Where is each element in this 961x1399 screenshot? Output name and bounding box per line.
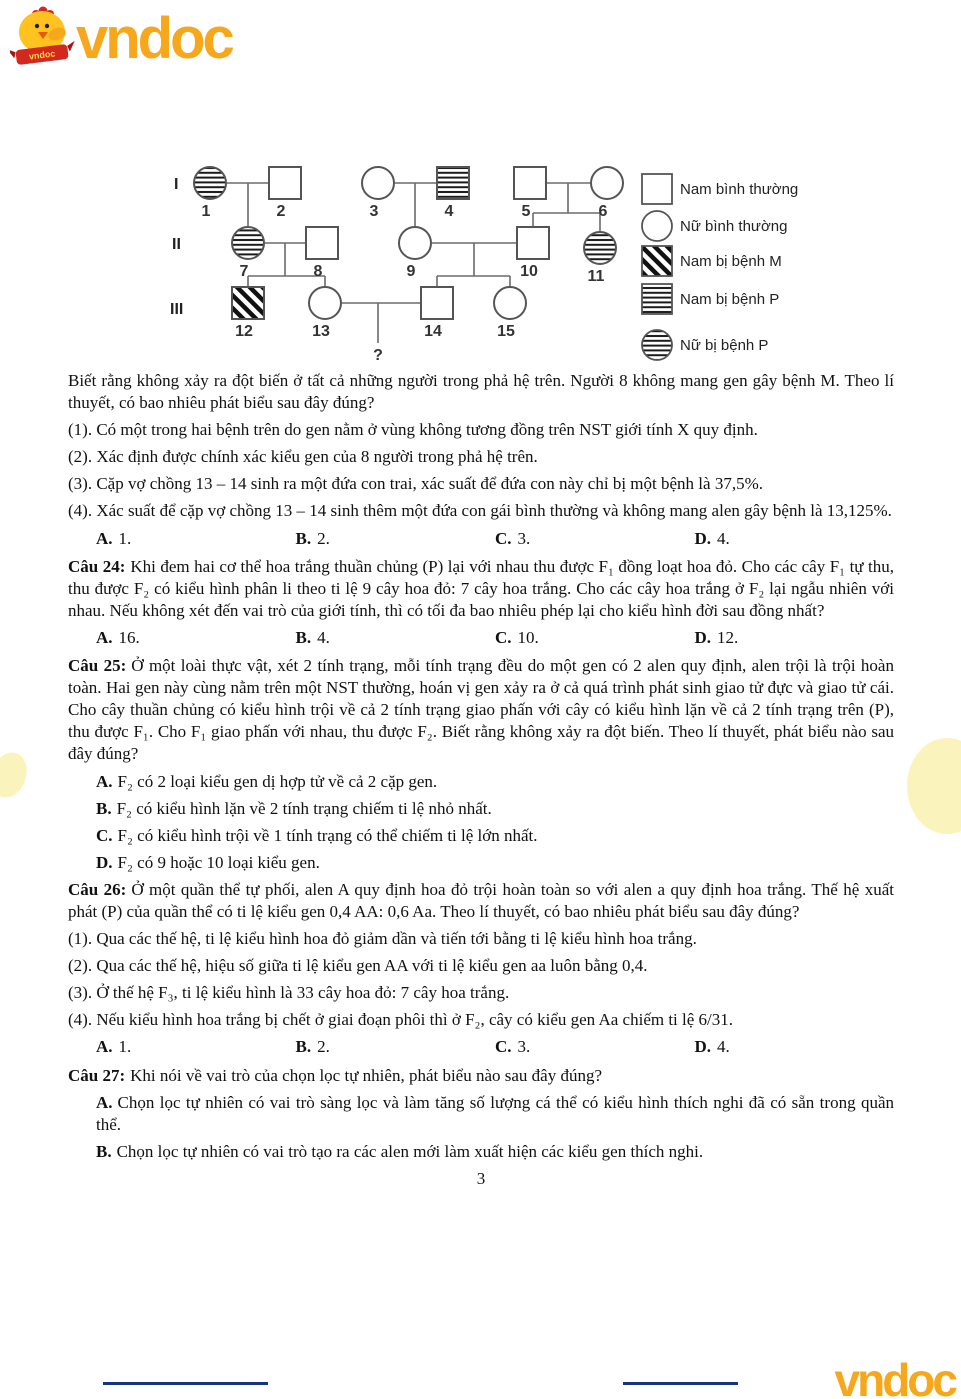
legend-label-2: Nam bị bệnh M — [680, 253, 782, 270]
q24-question — [68, 556, 894, 622]
exam-content — [68, 370, 894, 1190]
pedigree-individual-12 — [232, 287, 264, 319]
q24-option-b — [296, 627, 496, 649]
option-text: 12. — [717, 627, 739, 647]
pedigree-individual-14 — [421, 287, 453, 319]
option-letter: D. — [694, 1037, 712, 1057]
pedigree-number-3: 3 — [369, 203, 379, 220]
pedigree-unknown-child: ? — [373, 347, 383, 364]
pedigree-individual-9 — [399, 227, 431, 259]
choice-letter: A. — [96, 1092, 113, 1112]
q26-statement-4: (4). Nếu kiểu hình hoa trắng bị chết ở giai đoạn phôi thì ở F₂, cây có kiểu gen Aa chiếm ti lệ 6/31. — [68, 1010, 734, 1030]
pedigree-number-12: 12 — [235, 323, 253, 340]
pedigree-individual-4 — [437, 167, 469, 199]
pedigree-number-11: 11 — [587, 268, 605, 285]
yellow-watermark-right — [907, 738, 961, 834]
q26-text: Ở một quần thể tự phối, alen A quy định hoa đỏ trội hoàn toàn so với alen a quy định hoa trắng. Thế hệ xuất phát (P) của quần thể có ti lệ kiểu gen 0,4 AA: 0,6 Aa. Theo lí thuyết, có bao nhiêu phát biểu sau đây đúng? — [68, 879, 894, 921]
pedigree-number-1: 1 — [201, 203, 211, 220]
pedigree-individual-8 — [306, 227, 338, 259]
legend-symbol-4 — [642, 330, 672, 360]
q23-intro: Biết rằng không xảy ra đột biến ở tất cả những người trong phả hệ trên. Người 8 không mang gen gây bệnh M. Theo lí thuyết, có bao nhiêu phát biểu sau đây đúng? — [68, 371, 894, 413]
q23-option-d — [695, 528, 895, 550]
option-text: 1. — [118, 528, 132, 548]
pedigree-individual-3 — [362, 167, 394, 199]
q23-statement-2: (2). Xác định được chính xác kiểu gen của 8 người trong phả hệ trên. — [68, 447, 538, 467]
choice-text: Chọn lọc tự nhiên có vai trò sàng lọc và làm tăng số lượng cá thể có kiểu hình thích nghi đã có sẵn trong quần thể. — [96, 1092, 894, 1134]
q23-statement-1: (1). Có một trong hai bệnh trên do gen nằm ở vùng không tương đồng trên NST giới tính X quy định. — [68, 420, 758, 440]
pedigree-individual-10 — [517, 227, 549, 259]
choice-letter: C. — [96, 825, 113, 845]
q25-question — [68, 655, 894, 765]
q25-text: Ở một loài thực vật, xét 2 tính trạng, mỗi tính trạng đều do một gen có 2 alen quy định, alen trội là trội hoàn toàn. Hai gen này cùng nằm trên một NST thường, hoán vị gen xảy ra ở cả quá trình phát sinh giao tử đực và giao tử cái. Cho cây thuần chủng có kiểu hình trội về cả 2 tính trạng giao phấn với cây có kiểu hình lặn về cả 2 tính trạng trên (P), thu được F₁. Cho F₁ giao phấn với nhau, thu được F₂. Biết rằng không xảy ra đột biến. Theo lí thuyết, phát biểu nào sau đây đúng? — [68, 656, 894, 764]
q27-choice-a — [68, 1092, 894, 1136]
legend-label-4: Nữ bị bệnh P — [680, 337, 769, 354]
option-letter: A. — [96, 627, 113, 647]
vndoc-wordmark: vndoc — [76, 6, 232, 71]
choice-text: Chọn lọc tự nhiên có vai trò tạo ra các alen mới làm xuất hiện các kiểu gen thích nghi. — [116, 1141, 704, 1161]
q27-choice-b — [68, 1141, 894, 1163]
q23-option-c — [495, 528, 695, 550]
pedigree-number-15: 15 — [497, 323, 515, 340]
vndoc-wordmark-footer: vndoc — [834, 1354, 955, 1399]
q26-option-a — [96, 1036, 296, 1058]
q24-options-row — [68, 627, 894, 649]
q26-question — [68, 879, 894, 923]
choice-letter: B. — [96, 1141, 112, 1161]
option-text: 2. — [317, 528, 330, 548]
q26-statement-1: (1). Qua các thế hệ, ti lệ kiểu hình hoa đỏ giảm dần và tiến tới bằng ti lệ kiểu hình hoa trắng. — [68, 929, 697, 949]
q24-option-c — [495, 627, 695, 649]
pedigree-number-9: 9 — [406, 263, 416, 280]
option-letter: A. — [96, 528, 113, 548]
yellow-watermark-left — [0, 748, 32, 802]
pedigree-individual-13 — [309, 287, 341, 319]
pedigree-individual-1 — [194, 167, 226, 199]
pedigree-individual-5 — [514, 167, 546, 199]
q26-option-c — [495, 1036, 695, 1058]
q26-statement-3: (3). Ở thế hệ F₃, ti lệ kiểu hình là 33 cây hoa đỏ: 7 cây hoa trắng. — [68, 983, 510, 1003]
pedigree-number-13: 13 — [312, 323, 330, 340]
pedigree-individual-11 — [584, 232, 616, 264]
option-letter: B. — [295, 627, 312, 647]
legend-label-0: Nam bình thường — [680, 181, 799, 198]
option-letter: D. — [694, 627, 712, 647]
option-text: 3. — [517, 528, 531, 548]
q23-statement-3: (3). Cặp vợ chồng 13 – 14 sinh ra một đứa con trai, xác suất để đứa con này chỉ bị một bệnh là 37,5%. — [68, 474, 763, 494]
option-letter: A. — [96, 1037, 113, 1057]
pedigree-number-4: 4 — [444, 203, 454, 220]
option-letter: B. — [295, 528, 312, 548]
q25-number: Câu 25: — [68, 656, 127, 676]
q26-option-d — [695, 1036, 895, 1058]
choice-letter: A. — [96, 771, 113, 791]
pedigree-individual-7 — [232, 227, 264, 259]
option-letter: B. — [295, 1037, 312, 1057]
q24-option-d — [695, 627, 895, 649]
pedigree-diagram — [160, 156, 960, 374]
generation-label-I: I — [174, 176, 179, 193]
option-letter: C. — [495, 1037, 512, 1057]
option-text: 4. — [317, 627, 330, 647]
legend-symbol-2 — [642, 246, 672, 276]
option-text: 1. — [118, 1037, 132, 1057]
generation-label-II: II — [172, 236, 181, 253]
q25-choice-a — [68, 771, 894, 793]
choice-text: F₂ có kiểu hình lặn về 2 tính trạng chiếm ti lệ nhỏ nhất. — [116, 798, 492, 818]
option-text: 4. — [717, 1037, 730, 1057]
legend-label-1: Nữ bình thường — [680, 218, 788, 235]
pedigree-number-8: 8 — [313, 263, 323, 280]
q23-statement-4: (4). Xác suất để cặp vợ chồng 13 – 14 sinh thêm một đứa con gái bình thường và không mang alen gây bệnh là 13,125%. — [68, 501, 892, 521]
option-letter: C. — [495, 528, 512, 548]
pedigree-number-7: 7 — [239, 263, 249, 280]
choice-letter: D. — [96, 852, 113, 872]
pedigree-svg — [160, 156, 960, 374]
q26-option-b — [296, 1036, 496, 1058]
q25-choice-d — [68, 852, 894, 874]
legend-symbol-0 — [642, 174, 672, 204]
choice-text: F₂ có 2 loại kiểu gen dị hợp tử về cả 2 cặp gen. — [117, 771, 438, 791]
footer-rule-left — [103, 1382, 268, 1385]
q26-number: Câu 26: — [68, 879, 127, 899]
legend-symbol-1 — [642, 211, 672, 241]
choice-text: F₂ có 9 hoặc 10 loại kiểu gen. — [117, 852, 320, 872]
q23-option-b — [296, 528, 496, 550]
option-text: 16. — [118, 627, 140, 647]
footer-rule-right — [623, 1382, 738, 1385]
vndoc-logo-footer — [834, 1354, 955, 1399]
vndoc-mascot-icon — [10, 4, 76, 66]
pedigree-individual-2 — [269, 167, 301, 199]
option-letter: C. — [495, 627, 512, 647]
q27-number: Câu 27: — [68, 1065, 126, 1085]
q23-options-row — [68, 528, 894, 550]
q27-question — [68, 1065, 894, 1087]
pedigree-number-10: 10 — [520, 263, 538, 280]
option-text: 3. — [517, 1037, 531, 1057]
q24-text: Khi đem hai cơ thể hoa trắng thuần chủng (P) lại với nhau thu được F₁ đồng loạt hoa đỏ. Cho các cây F₁ tự thu, thu được F₂ có kiểu hình phân li theo ti lệ 9 cây hoa đỏ: 7 cây hoa trắng. Cho các cây hoa trắng ở F₂ lại ngẫu nhiên với nhau. Nếu không xét đến vai trò của giới tính, thì có tối đa bao nhiêu phép lại cho kiểu hình đời sau đồng nhất? — [68, 556, 894, 620]
pedigree-individual-15 — [494, 287, 526, 319]
pedigree-number-2: 2 — [276, 203, 286, 220]
option-text: 4. — [717, 528, 730, 548]
option-text: 10. — [517, 627, 539, 647]
q24-option-a — [96, 627, 296, 649]
legend-label-3: Nam bị bệnh P — [680, 291, 780, 308]
mascot-ribbon-text: vndoc — [28, 48, 56, 62]
q27-text: Khi nói về vai trò của chọn lọc tự nhiên, phát biểu nào sau đây đúng? — [130, 1065, 603, 1085]
q23-option-a — [96, 528, 296, 550]
choice-text: F₂ có kiểu hình trội về 1 tính trạng có thể chiếm ti lệ lớn nhất. — [117, 825, 538, 845]
pedigree-number-5: 5 — [521, 203, 531, 220]
q26-options-row — [68, 1036, 894, 1058]
pedigree-number-14: 14 — [424, 323, 442, 340]
option-text: 2. — [317, 1037, 330, 1057]
pedigree-number-6: 6 — [598, 203, 608, 220]
vndoc-logo-header — [10, 4, 232, 71]
option-letter: D. — [694, 528, 712, 548]
choice-letter: B. — [96, 798, 112, 818]
pedigree-individual-6 — [591, 167, 623, 199]
q25-choice-b — [68, 798, 894, 820]
generation-label-III: III — [170, 301, 184, 318]
page-number: 3 — [476, 1168, 486, 1188]
q24-number: Câu 24: — [68, 556, 126, 576]
q25-choice-c — [68, 825, 894, 847]
q26-statement-2: (2). Qua các thế hệ, hiệu số giữa ti lệ kiểu gen AA với ti lệ kiểu gen aa luôn bằng 0,4. — [68, 956, 648, 976]
legend-symbol-3 — [642, 284, 672, 314]
